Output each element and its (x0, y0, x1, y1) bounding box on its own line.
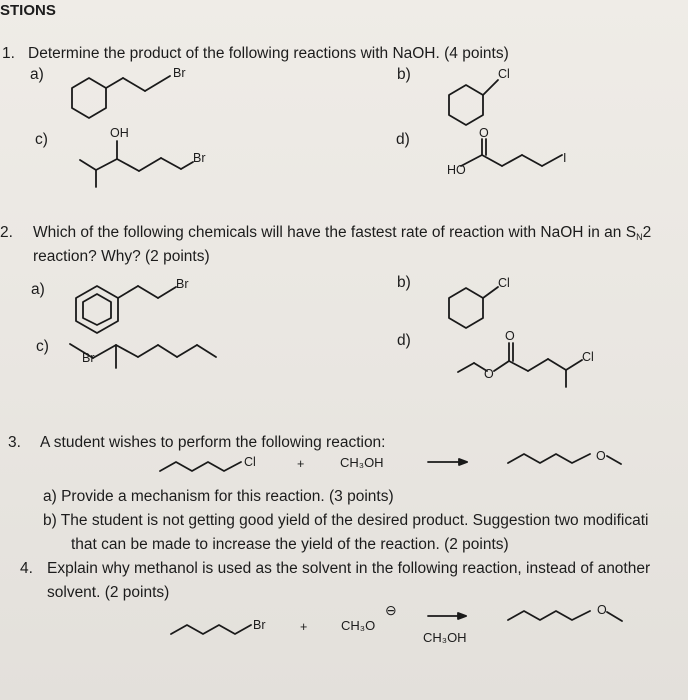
q3-plus: + (297, 457, 305, 471)
q3-prompt: A student wishes to perform the following reaction: (40, 434, 386, 451)
q4-reactant-br: Br (253, 618, 266, 632)
q4-prompt-line1: Explain why methanol is used as the solvent in the following reaction, instead of another (47, 560, 651, 577)
q3-part-b: b) The student is not getting good yield of the desired product. Suggestion two modificati (43, 512, 649, 529)
q1-label-d: d) (396, 131, 410, 148)
q2-label-a: a) (31, 281, 45, 298)
q4-negative-charge: ⊖ (385, 602, 397, 618)
q2b-cl-atom: Cl (498, 276, 510, 290)
q4-product-o: O (597, 603, 607, 617)
q4-plus: + (300, 620, 308, 634)
q1-number: 1. (2, 45, 15, 62)
q1-label-c: c) (35, 131, 48, 148)
section-header: STIONS (0, 2, 56, 19)
q1c-br-atom: Br (193, 151, 206, 165)
q1d-i-atom: I (563, 151, 567, 165)
q1-prompt: Determine the product of the following reactions with NaOH. (4 points) (28, 45, 509, 62)
q1c-oh-group: OH (110, 126, 129, 140)
q3-reactant-cl: Cl (244, 455, 256, 469)
q2-label-c: c) (36, 338, 49, 355)
q1a-br-atom: Br (173, 66, 186, 80)
q1-label-b: b) (397, 66, 411, 83)
q3-number: 3. (8, 434, 21, 451)
q2-prompt-line1: Which of the following chemicals will have the fastest rate of reaction with NaOH in an SN2 (33, 224, 652, 242)
q3-part-a: a) Provide a mechanism for this reaction. (3 points) (43, 488, 394, 505)
q2-label-b: b) (397, 274, 411, 291)
q3-part-b-line2: that can be made to increase the yield of the reaction. (2 points) (71, 536, 509, 553)
q4-reagent-methoxide: CH₃O (341, 618, 376, 633)
q2-label-d: d) (397, 332, 411, 349)
q1-label-a: a) (30, 66, 44, 83)
q2-number: 2. (0, 224, 13, 241)
q2a-br-atom: Br (176, 277, 189, 291)
q1d-ho-group: HO (447, 163, 466, 177)
q3-reagent: CH₃OH (340, 455, 384, 470)
q2-prompt-line2: reaction? Why? (2 points) (33, 248, 210, 265)
q1b-cl-atom: Cl (498, 67, 510, 81)
q2c-br-atom: Br (82, 351, 95, 365)
q1d-carbonyl-o: O (479, 126, 489, 140)
q4-number: 4. (20, 560, 33, 577)
q2d-carbonyl-o: O (505, 329, 515, 343)
q3-product-o: O (596, 449, 606, 463)
q2d-cl-atom: Cl (582, 350, 594, 364)
q4-solvent: CH₃OH (423, 630, 467, 645)
q4-prompt-line2: solvent. (2 points) (47, 584, 170, 601)
q2d-ester-o: O (484, 367, 494, 381)
